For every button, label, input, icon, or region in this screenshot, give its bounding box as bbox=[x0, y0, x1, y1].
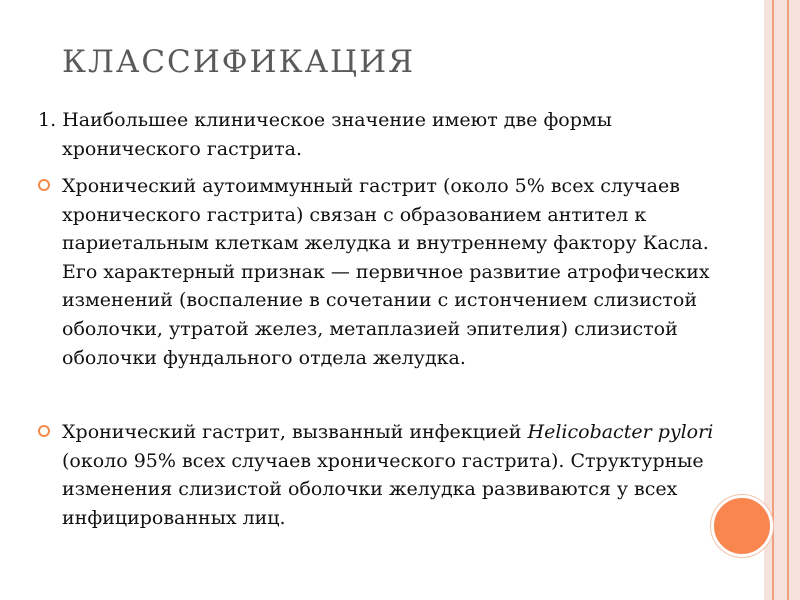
decorative-line bbox=[772, 0, 774, 600]
intro-line-2: хронического гастрита. bbox=[62, 138, 302, 160]
decorative-line bbox=[787, 0, 789, 600]
bacteria-name: Helicobacter pylori bbox=[527, 421, 714, 443]
list-item bbox=[38, 172, 738, 372]
intro-line-1: Наибольшее клиническое значение имеют две формы bbox=[62, 109, 612, 131]
list-item bbox=[38, 418, 738, 532]
bullet-text-after: (около 95% всех случаев хронического гастрита). Структурные изменения слизистой оболочки желудка развиваются у всех инфицированных лиц. bbox=[62, 449, 704, 529]
intro-number: 1. bbox=[38, 109, 57, 131]
ring-bullet-icon bbox=[38, 179, 50, 191]
decorative-band bbox=[764, 0, 800, 600]
decorative-circle bbox=[711, 495, 773, 557]
bullet-text bbox=[62, 418, 738, 532]
bullet-text: Хронический аутоиммунный гастрит (около 5% всех случаев хронического гастрита) связан с образованием антител к париетальным клеткам желудка и внутреннему фактору Касла. Его характерный признак — первичное развитие атрофических изменений (воспаление в сочетании с истончением слизистой оболочки, утратой желез, метаплазией эпителия) слизистой оболочки фундального отдела желудка. bbox=[62, 175, 710, 369]
slide-title: КЛАССИФИКАЦИЯ bbox=[62, 44, 416, 80]
intro-paragraph bbox=[38, 106, 738, 164]
ring-bullet-icon bbox=[38, 425, 50, 437]
bullet-text-before: Хронический гастрит, вызванный инфекцией bbox=[62, 421, 522, 443]
